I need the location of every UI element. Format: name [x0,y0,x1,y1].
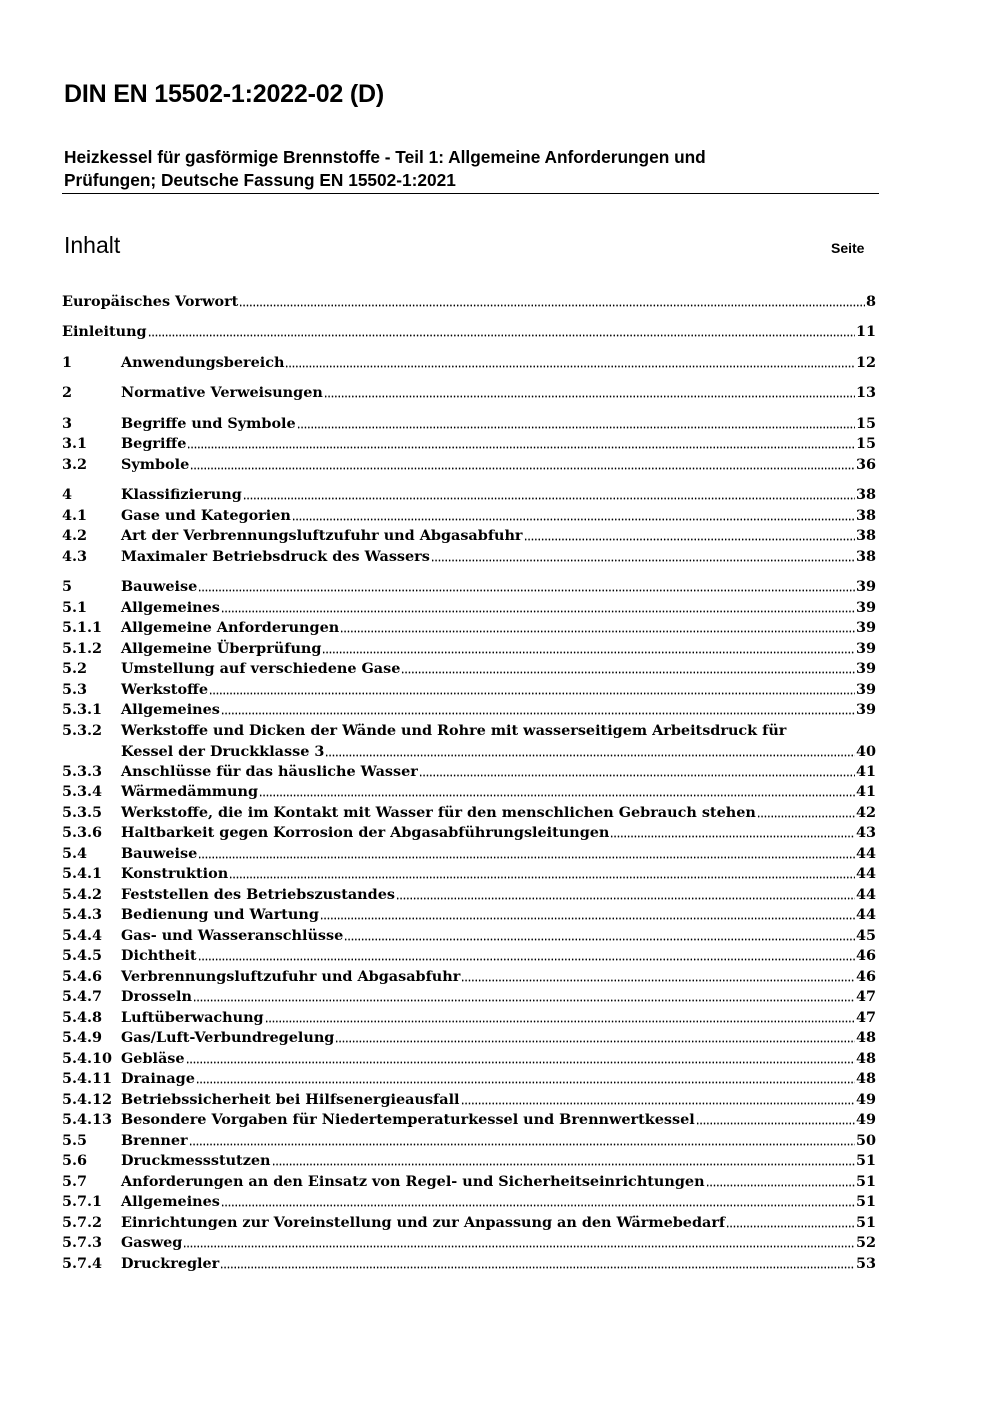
toc-entry-title: Klassifizierung [121,486,242,503]
toc-dot-leader [259,794,855,797]
toc-entry-page: 42 [855,804,876,821]
toc-entry[interactable] [62,945,876,966]
toc-dot-leader [757,815,855,818]
toc-dot-leader [220,1266,855,1269]
toc-dot-leader [431,559,855,562]
toc-entry-number: 5.7 [62,1173,88,1190]
toc-entry-title: Begriffe [121,435,187,452]
toc-entry-page: 47 [855,988,876,1005]
toc-entry-page: 49 [855,1111,876,1128]
toc-entry[interactable] [62,525,876,546]
toc-dot-leader [198,589,855,592]
toc-entry-page: 39 [855,681,876,698]
toc-entry[interactable] [62,454,876,475]
toc-entry-number: 4.1 [62,507,88,524]
toc-entry-number: 5.4.1 [62,865,103,882]
toc-entry-page: 41 [855,763,876,780]
toc-entry-page: 51 [855,1193,876,1210]
toc-entry[interactable] [62,546,876,567]
toc-entry-title: Luftüberwachung [121,1009,264,1026]
toc-entry-title: Gasweg [121,1234,183,1251]
toc-dot-leader [297,426,855,429]
toc-dot-leader [706,1184,855,1187]
toc-entry-number: 2 [62,384,73,401]
toc-entry-title: Dichtheit [121,947,197,964]
toc-dot-leader [285,365,855,368]
toc-entry[interactable] [62,1150,876,1171]
toc-entry-title: Druckmessstutzen [121,1152,271,1169]
toc-entry[interactable] [62,576,876,597]
toc-entry-page: 44 [855,906,876,923]
toc-dot-leader [610,835,855,838]
toc-dot-leader [726,1225,855,1228]
toc-entry-page: 8 [865,293,876,310]
toc-entry-title: Brenner [121,1132,188,1149]
toc-entry[interactable] [62,802,876,823]
toc-entry-title: Bauweise [121,845,198,862]
toc-entry[interactable] [62,484,876,505]
toc-dot-leader [401,671,855,674]
toc-entry-page: 49 [855,1091,876,1108]
toc-entry-page: 38 [855,548,876,565]
toc-entry-page: 11 [855,323,876,340]
toc-entry-title: Besondere Vorgaben für Niedertemperaturkessel und Brennwertkessel [121,1111,695,1128]
toc-dot-leader [243,497,855,500]
toc-entry-title: Einleitung [62,323,147,340]
toc-entry-title: Gas/Luft-Verbundregelung [121,1029,335,1046]
toc-dot-leader [324,395,855,398]
toc-entry-number: 5.4.12 [62,1091,113,1108]
toc-entry-title: Wärmedämmung [121,783,259,800]
toc-dot-leader [198,958,855,961]
toc-dot-leader [183,1245,855,1248]
toc-entry[interactable] [62,291,876,312]
toc-dot-leader [221,610,855,613]
toc-entry-page: 40 [855,743,876,760]
toc-entry-number: 3.1 [62,435,88,452]
toc-entry-number: 5.4.2 [62,886,103,903]
toc-dot-leader [461,979,855,982]
toc-entry-page: 48 [855,1029,876,1046]
toc-entry[interactable] [62,863,876,884]
toc-dot-leader [524,538,855,541]
toc-entry-number: 5.4.13 [62,1111,113,1128]
toc-entry-number: 4.3 [62,548,88,565]
toc-entry-number: 3 [62,415,73,432]
toc-entry[interactable] [62,433,876,454]
toc-entry-number: 5.1.1 [62,619,103,636]
toc-entry-number: 5.7.4 [62,1255,103,1272]
toc-dot-leader [148,334,855,337]
toc-entry[interactable] [62,658,876,679]
subtitle-line-2: Prüfungen; Deutsche Fassung EN 15502-1:2021 [64,170,456,190]
toc-entry-number: 5.3.5 [62,804,103,821]
toc-entry-title: Einrichtungen zur Voreinstellung und zur Anpassung an den Wärmebedarf [121,1214,726,1231]
toc-entry[interactable] [62,1212,876,1233]
toc-entry[interactable] [62,617,876,638]
toc-entry-number: 5.3.4 [62,783,103,800]
toc-entry-title: Drainage [121,1070,195,1087]
toc-entry-number: 1 [62,354,73,371]
toc-entry-title: Begriffe und Symbole [121,415,296,432]
toc-dot-leader [344,938,855,941]
toc-entry-title: Maximaler Betriebsdruck des Wassers [121,548,430,565]
toc-dot-leader [396,897,855,900]
toc-entry-page: 43 [855,824,876,841]
toc-entry-page: 12 [855,354,876,371]
toc-entry[interactable] [62,382,876,403]
toc-entry[interactable] [62,1007,876,1028]
toc-entry-title: Umstellung auf verschiedene Gase [121,660,401,677]
toc-entry-number: 5.7.3 [62,1234,103,1251]
toc-entry-page: 53 [855,1255,876,1272]
toc-entry[interactable] [62,1191,876,1212]
subtitle-line-1: Heizkessel für gasförmige Brennstoffe - Teil 1: Allgemeine Anforderungen und [64,147,706,167]
toc-entry[interactable] [62,761,876,782]
toc-entry-page: 44 [855,845,876,862]
toc-entry[interactable] [62,904,876,925]
toc-entry-title: Allgemeines [121,599,220,616]
toc-entry-number: 5.4.5 [62,947,103,964]
toc-entry[interactable] [62,597,876,618]
toc-entry[interactable] [62,925,876,946]
toc-entry[interactable] [62,321,876,342]
toc-entry-title: Druckregler [121,1255,220,1272]
toc-entry-title: Drosseln [121,988,192,1005]
toc-entry-title: Anforderungen an den Einsatz von Regel- und Sicherheitseinrichtungen [121,1173,705,1190]
toc-entry-number: 5.3.3 [62,763,103,780]
toc-entry-title: Gase und Kategorien [121,507,291,524]
toc-entry-number: 5.7.1 [62,1193,103,1210]
toc-dot-leader [340,630,855,633]
toc-entry-page: 46 [855,968,876,985]
toc-entry-page: 48 [855,1070,876,1087]
toc-entry-title: Werkstoffe, die im Kontakt mit Wasser für den menschlichen Gebrauch stehen [121,804,756,821]
toc-dot-leader [198,856,855,859]
toc-entry-number: 5.5 [62,1132,88,1149]
toc-page-column-label: Seite [831,240,865,256]
toc-dot-leader [239,304,865,307]
toc-entry-title: Kessel der Druckklasse 3 [121,743,325,760]
toc-entry-number: 5.3 [62,681,88,698]
title-divider [62,193,879,194]
toc-entry-title: Bedienung und Wartung [121,906,319,923]
toc-entry-page: 44 [855,865,876,882]
toc-entry-title: Konstruktion [121,865,229,882]
toc-entry[interactable] [62,638,876,659]
toc-entry-page: 46 [855,947,876,964]
toc-entry-number: 5.4.9 [62,1029,103,1046]
toc-dot-leader [229,876,855,879]
toc-entry[interactable] [62,352,876,373]
toc-dot-leader [209,692,855,695]
toc-entry-number: 5.3.1 [62,701,103,718]
toc-entry-number: 5.4.6 [62,968,103,985]
toc-entry-title: Allgemeine Anforderungen [121,619,340,636]
toc-entry-title: Werkstoffe [121,681,209,698]
toc-entry-number: 4 [62,486,73,503]
toc-entry-number: 5.1.2 [62,640,103,657]
toc-entry[interactable] [62,1089,876,1110]
toc-entry-number: 3.2 [62,456,88,473]
toc-entry[interactable] [62,1027,876,1048]
toc-entry[interactable] [62,822,876,843]
toc-entry-title: Allgemeine Überprüfung [121,640,322,657]
toc-entry[interactable] [62,1253,876,1274]
toc-entry[interactable] [62,505,876,526]
toc-entry-number: 5.7.2 [62,1214,103,1231]
toc-dot-leader [221,712,855,715]
toc-dot-leader [322,651,855,654]
toc-entry-title: Gas- und Wasseranschlüsse [121,927,344,944]
toc-entry[interactable] [62,781,876,802]
toc-entry-page: 50 [855,1132,876,1149]
toc-entry-title: Feststellen des Betriebszustandes [121,886,395,903]
toc-entry-title: Bauweise [121,578,198,595]
toc-entry[interactable] [62,413,876,434]
toc-entry-page: 39 [855,599,876,616]
toc-entry-number: 5.1 [62,599,88,616]
toc-entry-number: 5.4.4 [62,927,103,944]
document-subtitle [64,146,864,192]
toc-entry-page: 13 [855,384,876,401]
toc-entry-page: 39 [855,578,876,595]
toc-entry-number: 5.4.10 [62,1050,113,1067]
toc-entry-page: 39 [855,660,876,677]
toc-entry-title: Anschlüsse für das häusliche Wasser [121,763,418,780]
toc-entry[interactable] [62,1171,876,1192]
toc-entry-page: 15 [855,435,876,452]
toc-entry-title: Symbole [121,456,190,473]
toc-entry-page: 51 [855,1152,876,1169]
toc-dot-leader [292,518,855,521]
toc-entry-number: 5.3.6 [62,824,103,841]
toc-entry[interactable] [62,966,876,987]
toc-entry[interactable] [62,1232,876,1253]
toc-entry-page: 39 [855,619,876,636]
toc-entry-page: 41 [855,783,876,800]
toc-dot-leader [190,467,855,470]
toc-entry[interactable] [62,699,876,720]
toc-entry-page: 15 [855,415,876,432]
toc-entry-title: Anwendungsbereich [121,354,285,371]
toc-dot-leader [187,446,855,449]
toc-entry-page: 39 [855,701,876,718]
toc-heading: Inhalt [64,232,121,258]
toc-entry-number: 5.4 [62,845,88,862]
toc-dot-leader [186,1061,855,1064]
toc-entry-title-line-1: Werkstoffe und Dicken der Wände und Rohre mit wasserseitigem Arbeitsdruck für [121,722,787,739]
toc-entry-title: Haltbarkeit gegen Korrosion der Abgasabführungsleitungen [121,824,610,841]
toc-entry[interactable] [62,884,876,905]
toc-entry[interactable] [62,1130,876,1151]
toc-dot-leader [461,1102,855,1105]
toc-dot-leader [320,917,855,920]
toc-dot-leader [189,1143,855,1146]
toc-dot-leader [419,774,855,777]
toc-entry[interactable] [62,843,876,864]
toc-entry-page: 38 [855,507,876,524]
toc-entry[interactable] [62,720,876,762]
toc-entry-page: 39 [855,640,876,657]
document-id: DIN EN 15502-1:2022-02 (D) [64,80,384,108]
toc-entry-number: 5.4.11 [62,1070,113,1087]
toc-entry-title: Verbrennungsluftzufuhr und Abgasabfuhr [121,968,461,985]
toc-dot-leader [272,1163,855,1166]
toc-entry-page: 48 [855,1050,876,1067]
toc-entry-number: 4.2 [62,527,88,544]
toc-entry-number: 5.4.8 [62,1009,103,1026]
toc-entry-number: 5.4.3 [62,906,103,923]
toc-entry[interactable] [62,679,876,700]
toc-entry-number: 5 [62,578,73,595]
toc-dot-leader [265,1020,855,1023]
toc-entry-page: 51 [855,1173,876,1190]
toc-entry-title: Gebläse [121,1050,185,1067]
toc-entry-title: Art der Verbrennungsluftzufuhr und Abgasabfuhr [121,527,523,544]
toc-dot-leader [325,754,855,757]
toc-dot-leader [696,1122,855,1125]
toc-entry-page: 38 [855,486,876,503]
toc-entry[interactable] [62,1068,876,1089]
toc-dot-leader [193,999,855,1002]
toc-entry-page: 52 [855,1234,876,1251]
toc-entry-page: 51 [855,1214,876,1231]
toc-dot-leader [221,1204,855,1207]
toc-entry[interactable] [62,1048,876,1069]
toc-entry-title: Allgemeines [121,1193,220,1210]
toc-entry-title: Europäisches Vorwort [62,293,239,310]
toc-dot-leader [335,1040,855,1043]
toc-entry-page: 45 [855,927,876,944]
toc-entry-page: 47 [855,1009,876,1026]
toc-entry-number: 5.4.7 [62,988,103,1005]
toc-entry-number: 5.6 [62,1152,88,1169]
toc-entry-page: 36 [855,456,876,473]
toc-entry-title: Normative Verweisungen [121,384,323,401]
toc-entry[interactable] [62,1109,876,1130]
toc-entry-title: Betriebssicherheit bei Hilfsenergieausfall [121,1091,460,1108]
toc-entry[interactable] [62,986,876,1007]
toc-entry-title: Allgemeines [121,701,220,718]
toc-entry-number: 5.2 [62,660,88,677]
toc-entry-page: 38 [855,527,876,544]
toc-dot-leader [196,1081,855,1084]
toc-entry-page: 44 [855,886,876,903]
toc-entry-number: 5.3.2 [62,722,103,739]
